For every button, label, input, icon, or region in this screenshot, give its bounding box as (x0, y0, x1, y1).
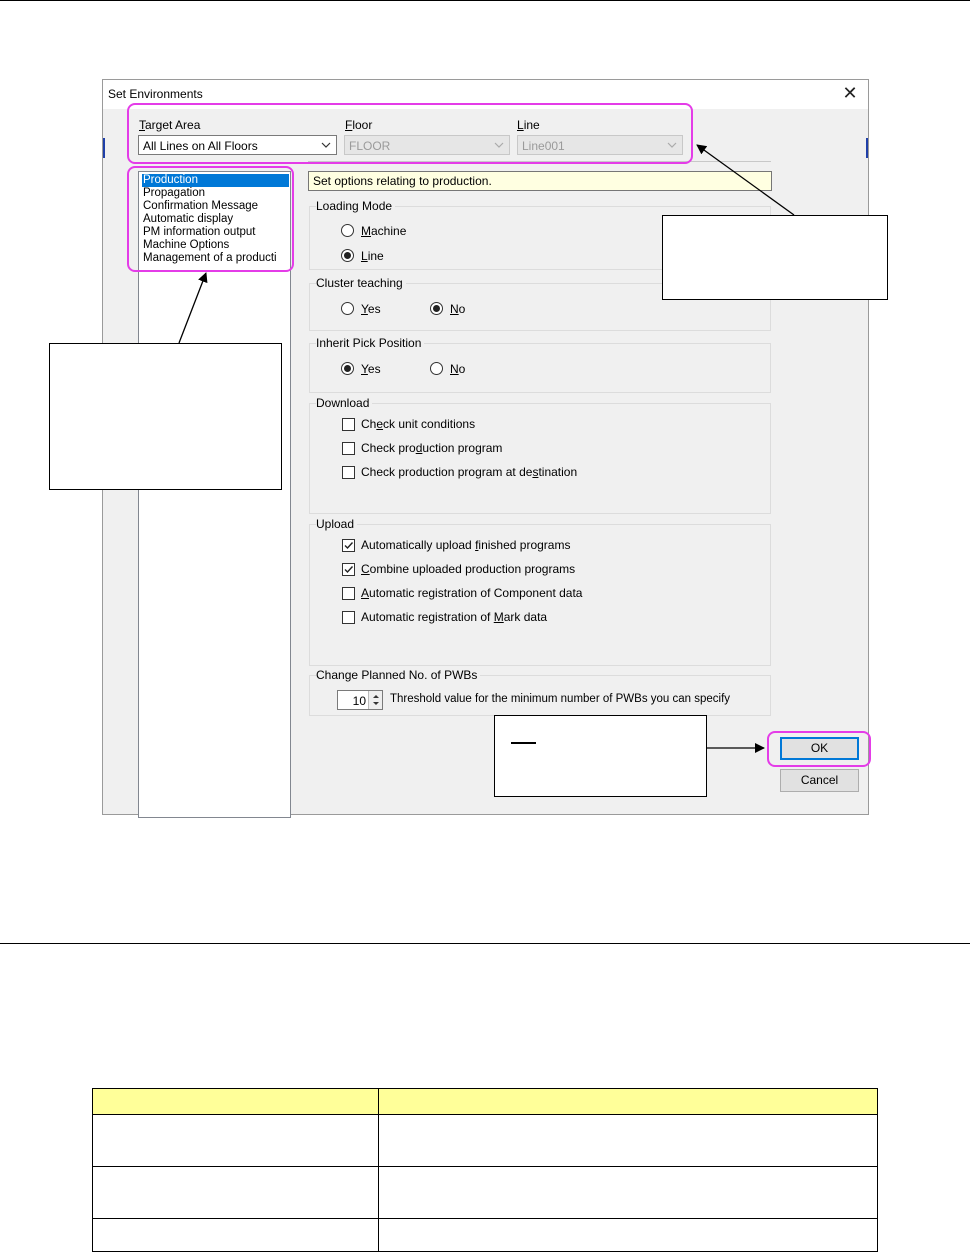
category-item-propagation[interactable]: Propagation (143, 187, 206, 199)
planned-pwbs-title: Change Planned No. of PWBs (316, 668, 480, 682)
combine-programs-label: Combine uploaded production programs (361, 562, 576, 576)
arrow-to-target-area (697, 145, 794, 215)
auto-upload-label: Automatically upload finished programs (361, 538, 571, 552)
check-production-program-label: Check production program (361, 441, 503, 455)
table-header-cell (93, 1089, 379, 1115)
loading-mode-title: Loading Mode (316, 199, 395, 213)
check-program-destination-label: Check production program at destination (361, 465, 578, 479)
category-item-production[interactable]: Production (142, 174, 289, 187)
line-label: Line (517, 118, 540, 132)
target-area-value: All Lines on All Floors (143, 139, 258, 153)
category-item-management[interactable]: Management of a producti (143, 252, 277, 264)
arrow-to-category-list (179, 273, 206, 343)
info-table (92, 1088, 878, 1252)
table-cell (93, 1167, 379, 1219)
table-row (93, 1219, 878, 1252)
category-item-automatic-display[interactable]: Automatic display (143, 213, 234, 225)
pwbs-threshold-description: Threshold value for the minimum number of PWBs you can specify (390, 693, 731, 705)
table-cell (378, 1115, 877, 1167)
loading-mode-machine-label: Machine (361, 224, 407, 238)
inherit-pick-no-label: No (450, 362, 466, 376)
cancel-button[interactable]: Cancel (780, 769, 859, 792)
download-title: Download (316, 396, 372, 410)
category-item-pm-information-output[interactable]: PM information output (143, 226, 256, 238)
pwbs-threshold-value: 10 (352, 694, 366, 708)
category-item-confirmation-message[interactable]: Confirmation Message (143, 200, 259, 212)
table-header-cell (378, 1089, 877, 1115)
table-cell (378, 1219, 877, 1252)
floor-value: FLOOR (349, 139, 391, 153)
inherit-pick-title: Inherit Pick Position (316, 336, 424, 350)
register-component-label: Automatic registration of Component data (361, 586, 583, 600)
cluster-teaching-no-label: No (450, 302, 466, 316)
target-area-label: Target Area (139, 118, 201, 132)
loading-mode-line-label: Line (361, 249, 384, 263)
cluster-teaching-title: Cluster teaching (316, 276, 406, 290)
ok-button[interactable]: OK (780, 737, 859, 760)
table-row (93, 1167, 878, 1219)
table-header-row (93, 1089, 878, 1115)
table-cell (93, 1219, 379, 1252)
register-mark-label: Automatic registration of Mark data (361, 610, 548, 624)
section-rule (0, 943, 970, 944)
category-item-machine-options[interactable]: Machine Options (143, 239, 230, 251)
table-row (93, 1115, 878, 1167)
upload-title: Upload (316, 517, 357, 531)
table-cell (378, 1167, 877, 1219)
cluster-teaching-yes-label: Yes (361, 302, 381, 316)
check-unit-conditions-label: Check unit conditions (361, 417, 476, 431)
dialog-title: Set Environments (108, 87, 203, 101)
close-icon[interactable]: ✕ (842, 83, 858, 103)
floor-label: Floor (345, 118, 373, 132)
description-bar: Set options relating to production. (308, 171, 772, 191)
table-cell (93, 1115, 379, 1167)
line-value: Line001 (522, 139, 565, 153)
inherit-pick-yes-label: Yes (361, 362, 381, 376)
